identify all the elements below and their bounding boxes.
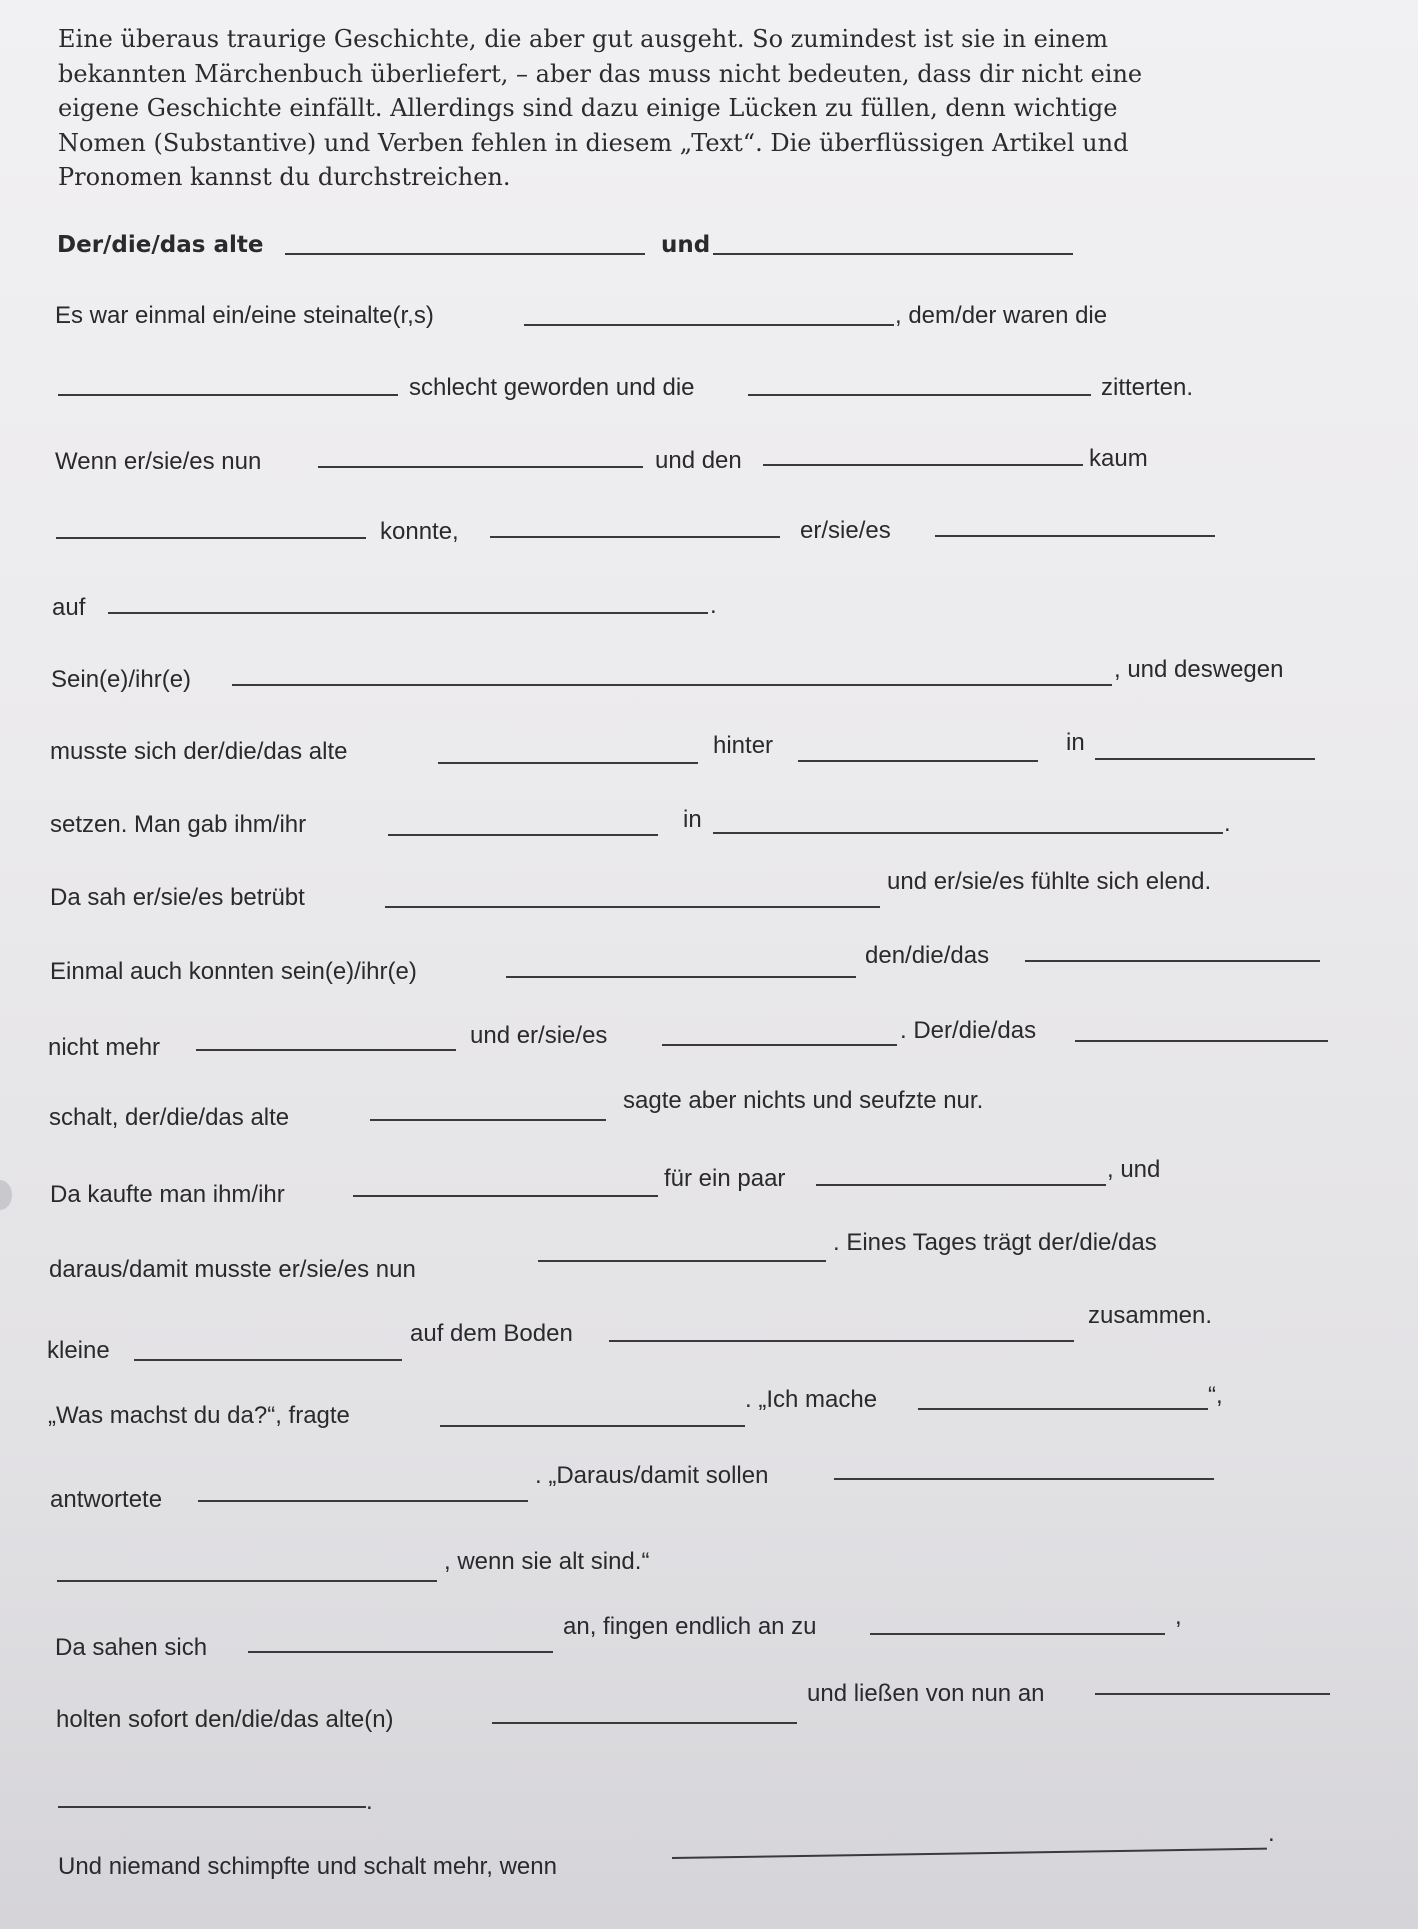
story-text: und ließen von nun an — [807, 1680, 1045, 1707]
story-text: . Eines Tages trägt der/die/das — [833, 1229, 1157, 1256]
story-text: an, fingen endlich an zu — [563, 1613, 817, 1640]
story-blank[interactable] — [57, 1580, 437, 1582]
intro-line: Eine überaus traurige Geschichte, die aber gut ausgeht. So zumindest ist sie in einem — [58, 25, 1108, 53]
story-text: „Was machst du da?“, fragte — [48, 1402, 350, 1429]
story-blank[interactable] — [918, 1408, 1208, 1410]
story-blank[interactable] — [490, 536, 780, 538]
story-blank[interactable] — [58, 394, 398, 396]
story-text: auf dem Boden — [410, 1320, 573, 1347]
story-text: auf — [52, 594, 86, 621]
story-text: Einmal auch konnten sein(e)/ihr(e) — [50, 958, 417, 985]
story-text: Da sahen sich — [55, 1634, 208, 1661]
title-text-1: Der/die/das alte — [57, 232, 264, 258]
story-text: und den — [655, 447, 742, 474]
story-text: in — [1066, 729, 1085, 756]
story-text: “, — [1208, 1382, 1223, 1409]
story-blank[interactable] — [388, 834, 658, 836]
story-blank[interactable] — [538, 1260, 826, 1262]
story-text: konnte, — [380, 518, 459, 545]
title-blank-1[interactable] — [285, 253, 645, 255]
story-text: daraus/damit musste er/sie/es nun — [49, 1256, 416, 1283]
story-text: . „Ich mache — [745, 1386, 878, 1413]
story-text: hinter — [713, 732, 774, 759]
story-text: schlecht geworden und die — [409, 374, 695, 401]
intro-line: bekannten Märchenbuch überliefert, – aber das muss nicht bedeuten, dass dir nicht eine — [58, 59, 1143, 88]
story-text: und er/sie/es fühlte sich elend. — [887, 868, 1212, 895]
story-blank[interactable] — [370, 1119, 606, 1121]
story-text: , dem/der waren die — [895, 302, 1108, 329]
story-blank[interactable] — [134, 1359, 402, 1361]
story-text: Da kaufte man ihm/ihr — [50, 1181, 285, 1208]
story-blank[interactable] — [232, 684, 1112, 686]
intro-line: eigene Geschichte einfällt. Allerdings sind dazu einige Lücken zu füllen, denn wichtige — [58, 94, 1118, 122]
story-text: Sein(e)/ihr(e) — [51, 666, 192, 693]
story-blank[interactable] — [748, 394, 1091, 396]
story-text: schalt, der/die/das alte — [49, 1104, 290, 1131]
story-text: zusammen. — [1088, 1302, 1213, 1329]
story-text: . „Daraus/damit sollen — [535, 1462, 769, 1489]
story-blank[interactable] — [672, 1848, 1267, 1859]
story-blank[interactable] — [1075, 1040, 1328, 1042]
story-text: , und deswegen — [1114, 656, 1284, 683]
story-blank[interactable] — [198, 1500, 528, 1502]
story-blank[interactable] — [870, 1633, 1165, 1635]
story-text: . — [1224, 810, 1231, 837]
story-blank[interactable] — [524, 324, 894, 326]
story-text: zitterten. — [1101, 374, 1194, 401]
story-blank[interactable] — [492, 1722, 797, 1724]
story-blank[interactable] — [56, 537, 366, 539]
story-text: den/die/das — [865, 942, 990, 969]
story-blank[interactable] — [662, 1044, 897, 1046]
story-blank[interactable] — [1025, 960, 1320, 962]
story-text: holten sofort den/die/das alte(n) — [56, 1706, 394, 1733]
story-text: . — [710, 592, 717, 619]
story-text: Und niemand schimpfte und schalt mehr, wenn — [58, 1853, 557, 1880]
story-blank[interactable] — [438, 762, 698, 764]
story-blank[interactable] — [834, 1478, 1214, 1480]
story-blank[interactable] — [816, 1184, 1106, 1186]
story-blank[interactable] — [1095, 758, 1315, 760]
story-text: nicht mehr — [48, 1034, 161, 1061]
story-text: er/sie/es — [800, 517, 891, 544]
story-text: und er/sie/es — [470, 1022, 608, 1049]
story-blank[interactable] — [1095, 1693, 1330, 1695]
story-blank[interactable] — [935, 535, 1215, 537]
story-blank[interactable] — [353, 1195, 658, 1197]
story-text: , — [1175, 1603, 1182, 1630]
story-text: Da sah er/sie/es betrübt — [50, 884, 305, 911]
story-text: kleine — [47, 1337, 110, 1364]
story-blank[interactable] — [506, 976, 856, 978]
intro-paragraph — [58, 22, 1143, 195]
story-blank[interactable] — [440, 1425, 745, 1427]
story-blank[interactable] — [798, 760, 1038, 762]
story-blank[interactable] — [713, 832, 1223, 834]
story-text: kaum — [1089, 445, 1148, 472]
story-text: , wenn sie alt sind.“ — [444, 1548, 650, 1575]
story-blank[interactable] — [763, 464, 1083, 466]
title-blank-2[interactable] — [713, 253, 1073, 255]
punch-hole — [0, 1180, 12, 1210]
story-blank[interactable] — [318, 466, 643, 468]
intro-line: Pronomen kannst du durchstreichen. — [58, 163, 511, 191]
story-text: antwortete — [50, 1486, 163, 1513]
story-text: für ein paar — [664, 1165, 786, 1192]
story-blank[interactable] — [609, 1340, 1074, 1342]
story-blank[interactable] — [248, 1651, 553, 1653]
story-text: musste sich der/die/das alte — [50, 738, 348, 765]
title-text-2: und — [661, 232, 711, 258]
story-text: sagte aber nichts und seufzte nur. — [623, 1087, 984, 1114]
story-text: in — [683, 806, 702, 833]
story-text: . Der/die/das — [900, 1017, 1037, 1044]
intro-line: Nomen (Substantive) und Verben fehlen in diesem „Text“. Die überflüssigen Artikel und — [58, 128, 1129, 157]
story-text: . — [366, 1788, 373, 1815]
story-text: . — [1268, 1820, 1275, 1847]
story-blank[interactable] — [196, 1049, 456, 1051]
story-text: , und — [1107, 1156, 1161, 1183]
story-text: Wenn er/sie/es nun — [55, 448, 262, 475]
story-text: Es war einmal ein/eine steinalte(r,s) — [55, 302, 434, 329]
story-blank[interactable] — [58, 1806, 366, 1808]
story-blank[interactable] — [108, 612, 708, 614]
story-text: setzen. Man gab ihm/ihr — [50, 811, 307, 838]
story-blank[interactable] — [385, 906, 880, 908]
